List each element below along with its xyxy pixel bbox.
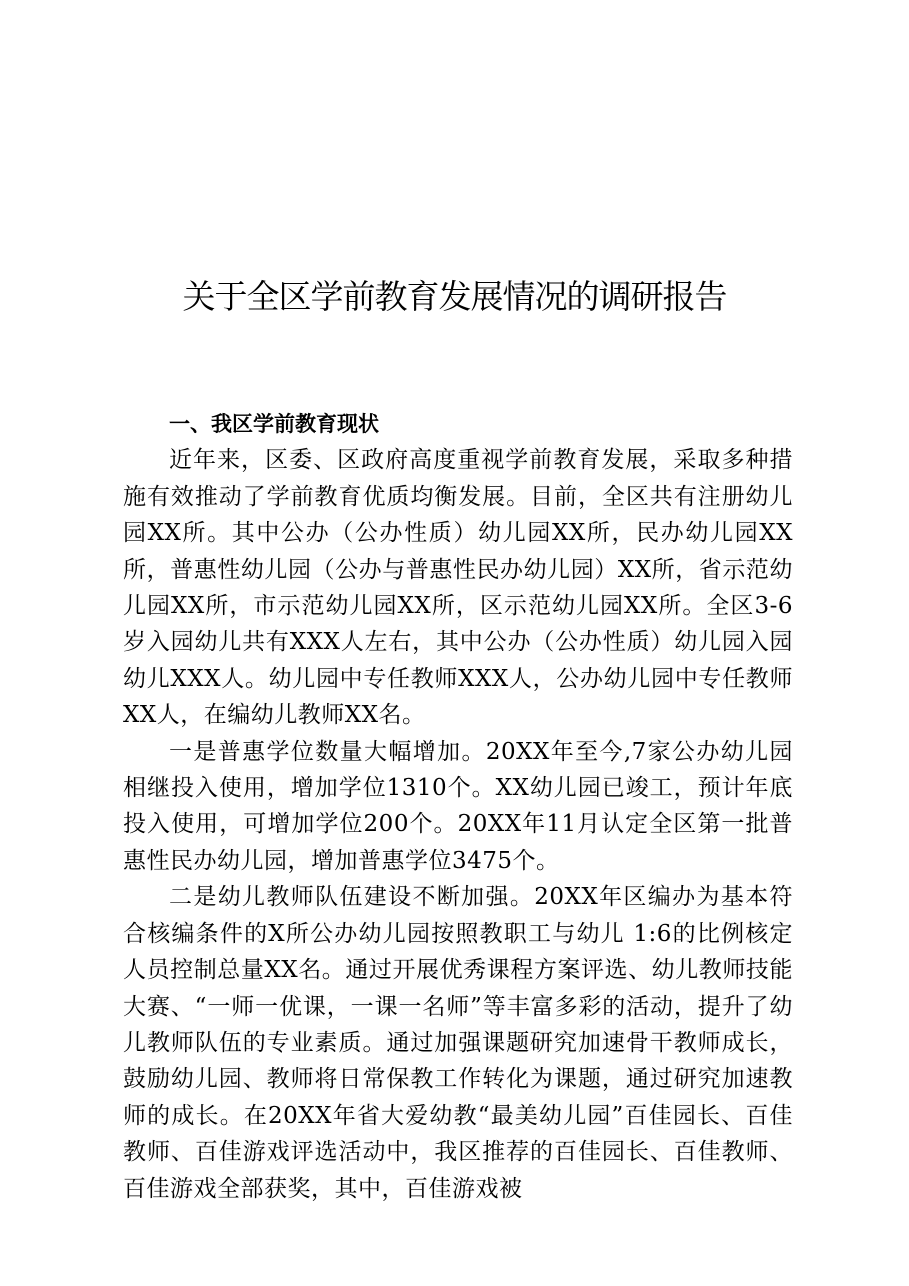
paragraph-inclusive-places: 一是普惠学位数量大幅增加。20XX年至今,7家公办幼儿园相继投入使用，增加学位1310个。XX幼儿园已竣工，预计年底投入使用，可增加学位200个。20XX年11月认定全区第一批普惠性民办幼儿园，增加普惠学位3475个。 bbox=[123, 738, 793, 874]
document-body bbox=[123, 406, 793, 1207]
section-heading: 一、我区学前教育现状 bbox=[169, 412, 379, 436]
paragraph-current-status: 近年来，区委、区政府高度重视学前教育发展，采取多种措施有效推动了学前教育优质均衡发展。目前，全区共有注册幼儿园XX所。其中公办（公办性质）幼儿园XX所，民办幼儿园XX所，普惠性幼儿园（公办与普惠性民办幼儿园）XX所，省示范幼儿园XX所，市示范幼儿园XX所，区示范幼儿园XX所。全区3-6岁入园幼儿共有XXX人左右，其中公办（公办性质）幼儿园入园幼儿XXX人。幼儿园中专任教师XXX人，公办幼儿园中专任教师XX人，在编幼儿教师XX名。 bbox=[123, 447, 793, 729]
paragraph-teacher-team: 二是幼儿教师队伍建设不断加强。20XX年区编办为基本符合核编条件的X所公办幼儿园按照教职工与幼儿 1:6的比例核定人员控制总量XX名。通过开展优秀课程方案评选、幼儿教师技能大赛、“一师一优课，一课一名师”等丰富多彩的活动，提升了幼儿教师队伍的专业素质。通过加强课题研究加速骨干教师成长，鼓励幼儿园、教师将日常保教工作转化为课题，通过研究加速教师的成长。在20XX年省大爱幼教“最美幼儿园”百佳园长、百佳教师、百佳游戏评选活动中，我区推荐的百佳园长、百佳教师、百佳游戏全部获奖，其中，百佳游戏被 bbox=[123, 884, 793, 1202]
document-title: 关于全区学前教育发展情况的调研报告 bbox=[182, 277, 727, 316]
